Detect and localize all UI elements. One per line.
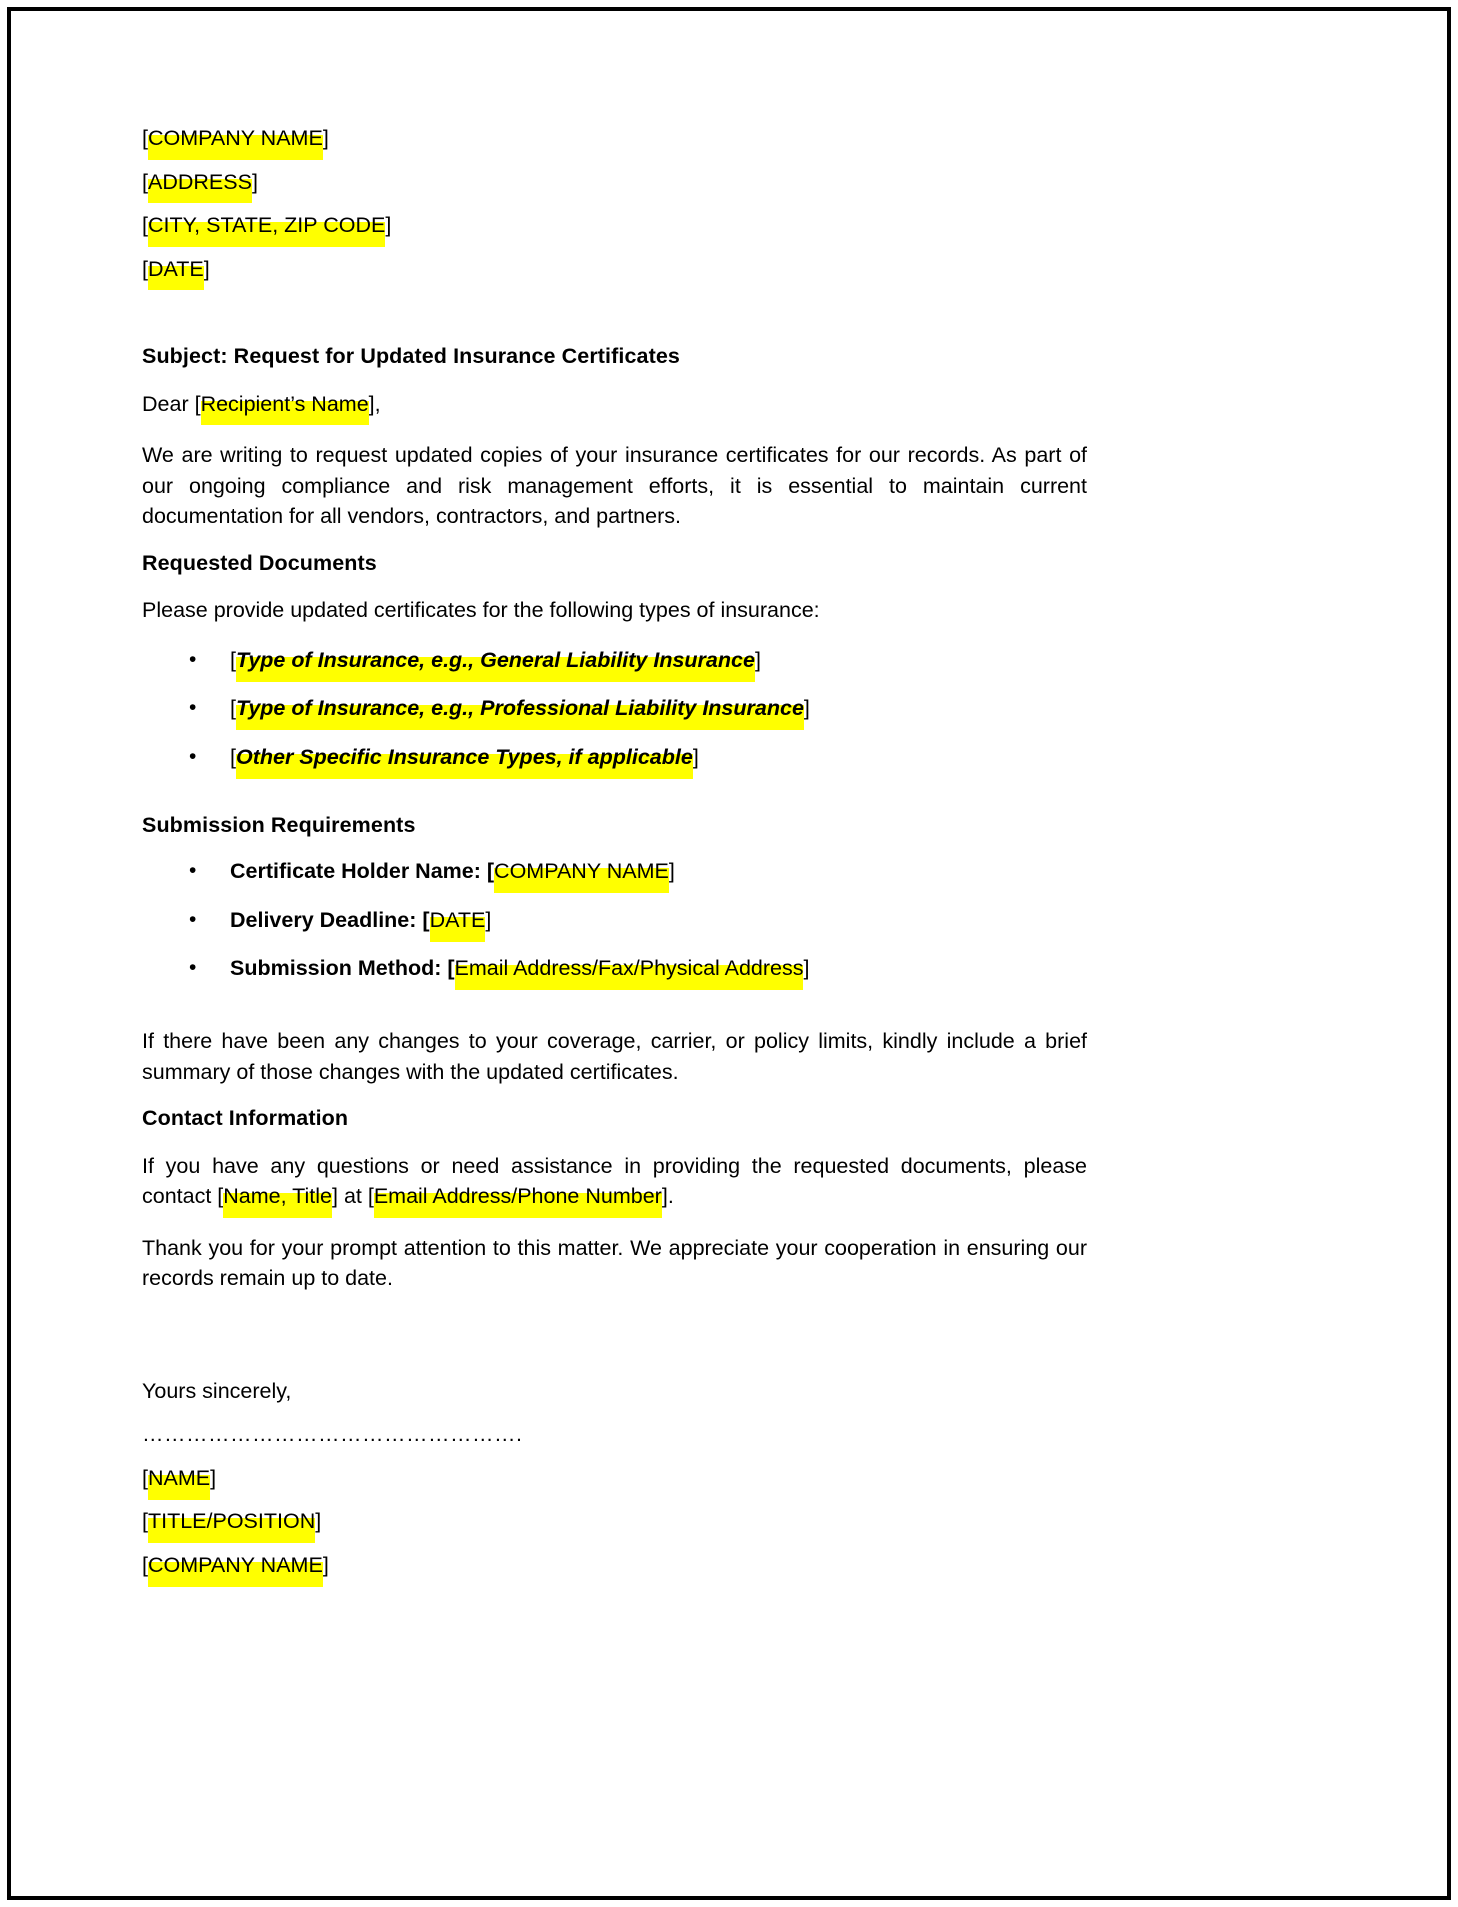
list-item xyxy=(142,647,1087,674)
requirement-label: Delivery Deadline xyxy=(230,907,410,932)
letterhead-company: [COMPANY NAME] xyxy=(142,126,329,150)
requirement-separator: : [ xyxy=(434,956,455,981)
open-bracket: [ xyxy=(230,745,236,770)
spacer-after-letterhead xyxy=(142,302,1087,346)
requirement-label: Certificate Holder Name xyxy=(230,858,474,883)
bullet-icon: • xyxy=(189,907,197,931)
placeholder-signer-title: TITLE/POSITION xyxy=(147,1509,316,1534)
signature-name: [NAME] xyxy=(142,1465,217,1490)
letterhead-address: [ADDRESS] xyxy=(142,169,258,194)
spacer-before-changes-note xyxy=(142,996,1087,1026)
insurance-types-list xyxy=(142,647,1087,772)
letterhead-city-state-zip: [CITY, STATE, ZIP CODE] xyxy=(142,213,392,237)
bullet-icon: • xyxy=(189,647,197,671)
placeholder-insurance-type-2: Type of Insurance, e.g., Professional Liability Insurance xyxy=(235,696,804,721)
list-item xyxy=(142,955,1087,982)
bullet-icon: • xyxy=(189,696,197,720)
placeholder-signer-company: COMPANY NAME xyxy=(147,1552,323,1577)
spacer-before-signature xyxy=(142,1315,1087,1381)
placeholder-insurance-type-3: Other Specific Insurance Types, if applicable xyxy=(235,745,693,770)
salutation-suffix: ], xyxy=(368,391,381,416)
salutation-prefix: Dear [ xyxy=(142,391,201,416)
bullet-icon: • xyxy=(189,858,197,882)
close-bracket: ] xyxy=(692,745,699,770)
bullet-icon: • xyxy=(189,745,197,769)
placeholder-email-phone: Email Address/Phone Number xyxy=(373,1184,662,1209)
close-bracket: ] xyxy=(754,647,761,672)
list-item xyxy=(142,907,1087,934)
signature-title: [TITLE/POSITION] xyxy=(142,1509,322,1534)
placeholder-certificate-holder-name: COMPANY NAME xyxy=(494,858,669,883)
list-item xyxy=(142,744,1087,771)
placeholder-signer-name: NAME xyxy=(147,1465,211,1490)
letterhead-date: [DATE] xyxy=(142,256,210,281)
letter-body xyxy=(142,128,1087,1598)
closing-note-paragraph: Thank you for your prompt attention to this matter. We appreciate your cooperation in ensuring our records remain up to date. xyxy=(142,1235,1087,1291)
contact-text-middle: ] at [ xyxy=(332,1184,374,1209)
close-bracket: ] xyxy=(668,858,675,883)
signature-line: ……………………………………………. xyxy=(142,1422,523,1447)
contact-information-heading: Contact Information xyxy=(142,1106,349,1131)
placeholder-delivery-deadline: DATE xyxy=(429,907,486,932)
requirement-separator: : [ xyxy=(409,907,430,932)
close-bracket: ] xyxy=(803,956,810,981)
placeholder-company-name: COMPANY NAME xyxy=(147,126,323,150)
salutation xyxy=(142,389,1087,420)
list-item xyxy=(142,695,1087,722)
placeholder-name-title: Name, Title xyxy=(223,1184,332,1209)
signature-company: [COMPANY NAME] xyxy=(142,1552,329,1577)
placeholder-recipient-name: Recipient’s Name xyxy=(200,391,369,416)
open-bracket: [ xyxy=(230,647,236,672)
placeholder-city-state-zip: CITY, STATE, ZIP CODE xyxy=(147,213,386,237)
placeholder-submission-method: Email Address/Fax/Physical Address xyxy=(454,956,804,981)
open-bracket: [ xyxy=(230,696,236,721)
intro-paragraph: We are writing to request updated copies of your insurance certificates for our records. As part of our ongoing compliance and risk management efforts, it is essential to maintain current documentation for all vendors, contractors, and partners. xyxy=(142,443,1087,529)
placeholder-insurance-type-1: Type of Insurance, e.g., General Liability Insurance xyxy=(235,647,755,672)
subject-line: Subject: Request for Updated Insurance Certificates xyxy=(142,344,680,368)
contact-information-paragraph xyxy=(142,1151,1087,1212)
submission-requirements-list xyxy=(142,858,1087,983)
requested-documents-lead-in: Please provide updated certificates for the following types of insurance: xyxy=(142,598,820,623)
valediction: Yours sincerely, xyxy=(142,1378,292,1403)
placeholder-date: DATE xyxy=(147,256,204,281)
close-bracket: ] xyxy=(803,696,810,721)
bullet-icon: • xyxy=(189,956,197,980)
requested-documents-heading: Requested Documents xyxy=(142,550,377,575)
list-item xyxy=(142,858,1087,885)
requirement-separator: : [ xyxy=(473,858,495,883)
contact-text-before: If you have any questions or need assistance in providing the requested documents, please contact [ xyxy=(142,1153,1087,1209)
close-bracket: ] xyxy=(485,907,492,932)
changes-note-paragraph: If there have been any changes to your coverage, carrier, or policy limits, kindly include a brief summary of those changes with the updated certificates. xyxy=(142,1029,1087,1084)
spacer-before-submission xyxy=(142,785,1087,815)
requirement-label: Submission Method xyxy=(230,956,435,981)
submission-requirements-heading: Submission Requirements xyxy=(142,813,416,838)
contact-text-after: ]. xyxy=(661,1184,674,1209)
placeholder-address: ADDRESS xyxy=(147,169,252,194)
